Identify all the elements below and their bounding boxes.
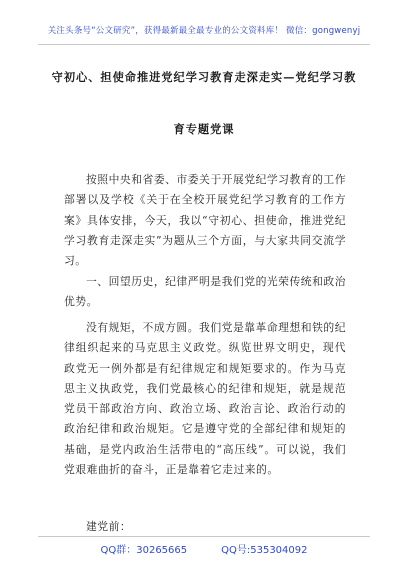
document-title-line-2: 育专题党课 bbox=[173, 122, 235, 136]
paragraph-intro: 按照中央和省委、市委关于开展党纪学习教育的工作部署以及学校《关于在全校开展党纪学习教育的工作方案》具体安排，今天，我以“守初心、担使命，推进党纪学习教育走深走实”为题从三个方面，与大家共同交流学习。 bbox=[64, 173, 346, 268]
paragraph-discipline: 没有规矩，不成方圆。我们党是靠革命理想和铁的纪律组织起来的马克思主义政党。纵览世界文明史，现代政党无一例外都是有纪律规定和规矩要求的。作为马克思主义执政党，我们党最核心的纪律和规矩，就是规范党员干部政治方向、政治立场、政治言论、政治行动的政治纪律和政治规矩。它是遵守党的全部纪律和规矩的基础，是党内政治生活带电的“高压线”。可以说，我们党艰难曲折的奋斗，正是靠着它走过来的。 bbox=[64, 321, 346, 477]
section-heading-1: 一、回望历史，纪律严明是我们党的光荣传统和政治优势。 bbox=[64, 275, 346, 309]
footer-contacts bbox=[0, 541, 408, 556]
footer-divider bbox=[38, 536, 370, 537]
header-banner: 关注头条号“公文研究”，获得最新最全最专业的公文资料库！ 微信：gongwenyj bbox=[47, 26, 361, 36]
paragraph-before-founding: 建党前： bbox=[86, 520, 132, 533]
footer-qq-group: QQ群：30265665 bbox=[100, 545, 188, 556]
header-divider bbox=[38, 44, 370, 45]
document-title-line-1: 守初心、担使命推进党纪学习教育走深走实—党纪学习教 bbox=[51, 70, 357, 84]
footer-qq-number: QQ号:535304092 bbox=[221, 545, 308, 556]
